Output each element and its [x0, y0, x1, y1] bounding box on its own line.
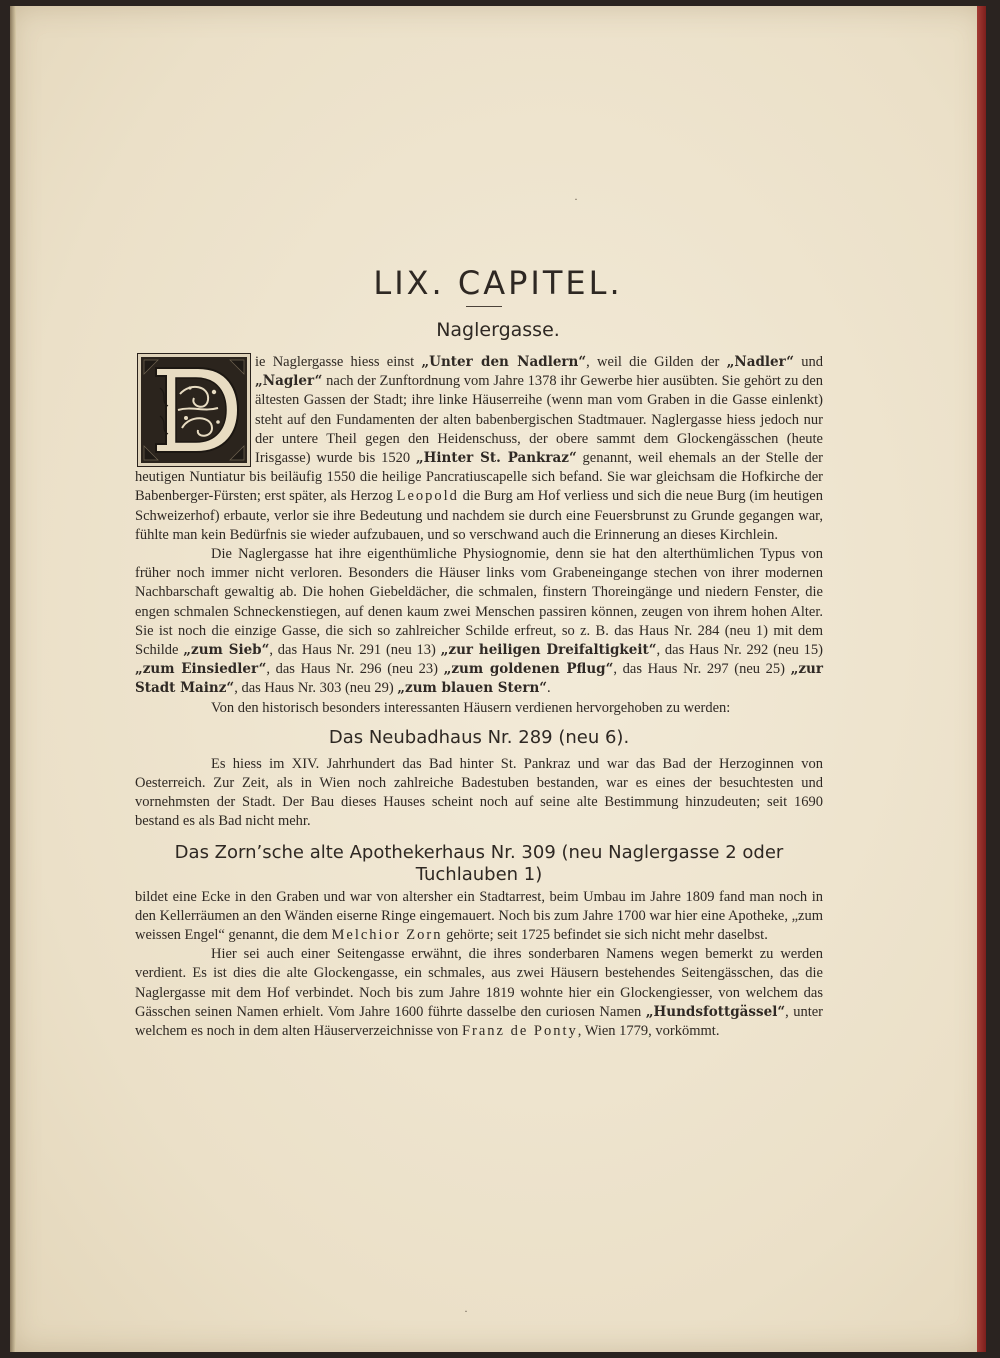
- red-page-edge: [977, 6, 986, 1352]
- title-divider: [466, 306, 502, 307]
- chapter-title: LIX. CAPITEL.: [373, 264, 623, 302]
- neubadhaus-paragraph: Es hiess im XIV. Jahrhundert das Bad hinter St. Pankraz und war das Bad der Herzoginnen von Oesterreich. Zur Zeit, als in Wien noch zahlreiche Badestuben bestanden, war es eines der besuchtesten und vornehmsten der Stadt. Der Bau dieses Hauses scheint noch auf seine alte Bestimmung hinzudeuten; seit 1690 bestand es als Bad nicht mehr.: [135, 755, 823, 830]
- specks: ·: [464, 1304, 468, 1318]
- page-gutter-shadow: [10, 6, 16, 1352]
- heading-line-1: Das Zorn’sche alte Apothekerhaus Nr. 309 (neu Naglergasse 2 oder: [174, 841, 784, 863]
- intro-paragraph-2: Die Naglergasse hat ihre eigenthümliche Physiognomie, denn sie hat den alterthümlichen Typus von früher noch immer nicht verloren. Besonders die Häuser links vom Grabeneingange stechen von ihrer modernen Nachbarschaft gewaltig ab. Die hohen Giebeldächer, die schmalen, finstern Thoreingänge und niedern Fenster, die engen schmalen Schneckenstiegen, auf denen kaum zwei Menschen passiren können, zeugen von ihrem hohen Alter. Sie ist noch die einzige Gasse, die sich so zahlreicher Schilde erfreut, so z. B. das Haus Nr. 284 (neu 1) mit dem Schilde „zum Sieb“, das Haus Nr. 291 (neu 13) „zur heiligen Dreifaltigkeit“, das Haus Nr. 292 (neu 15) „zum Einsiedler“, das Haus Nr. 296 (neu 23) „zum goldenen Pflug“, das Haus Nr. 297 (neu 25) „zur Stadt Mainz“, das Haus Nr. 303 (neu 29) „zum blauen Stern“.: [135, 546, 823, 697]
- drop-cap-initial: [137, 353, 251, 467]
- heading-line-2: Tuchlauben 1): [415, 863, 543, 885]
- ornamental-d-icon: [138, 354, 250, 466]
- specks: ·: [574, 192, 578, 206]
- body-text: [135, 353, 823, 1041]
- chapter-subtitle: Naglergasse.: [436, 319, 560, 341]
- intro-paragraph-1: ie Naglergasse hiess einst „Unter den Nadlern“, weil die Gilden der „Nadler“ und „Nagler“ nach der Zunftordnung vom Jahre 1378 ihr Gewerbe hier ausübten. Sie gehört zu den ältesten Gassen der Stadt; ihre linke Häuserreihe (wenn man vom Graben in die Gasse einlenkt) steht auf den Fundamenten der alten babenbergischen Stadtmauer. Naglergasse hiess jedoch nur der untere Theil gegen den Heidenschuss, der obere sammt dem Glockengässchen (heute Irisgasse) wurde bis 1520 „Hinter St. Pankraz“ genannt, weil ehemals an der Stelle der heutigen Nuntiatur bis beiläufig 1550 die heilige Pancratiuscapelle sich befand. Sie war gleichsam die Hofkirche der Babenberger-Fürsten; erst später, als Herzog Leopold die Burg am Hof verliess und sich die neue Burg (im heutigen Schweizerhof) erbaute, verlor sie ihre Bedeutung und nachdem sie durch eine Feuersbrunst zu Grunde gegangen war, fühlte man kein Bedürfnis sie wieder aufzubauen, und so verschwand auch die Erinnerung an dieses Kirchlein.: [135, 354, 823, 543]
- zorn-paragraph-2: Hier sei auch einer Seitengasse erwähnt, die ihres sonderbaren Namens wegen bemerkt zu werden verdient. Es ist dies die alte Glockengasse, ein schmales, aus zwei Häusern bestehendes Seitengässchen, das die Naglergasse mit dem Hof verbindet. Noch bis zum Jahre 1819 wohnte hier ein Glockengiesser, von welchem das Gässchen seinen Namen erhielt. Vom Jahre 1600 führte dasselbe den curiosen Namen „Hundsfottgässel“, unter welchem es noch in dem alten Häuserverzeichnisse von Franz de Ponty, Wien 1779, vorkömmt.: [135, 946, 823, 1040]
- intro-paragraph-3: Von den historisch besonders interessanten Häusern verdienen hervorgehoben zu werden:: [211, 699, 731, 716]
- zorn-paragraph-1: bildet eine Ecke in den Graben und war von altersher ein Stadtarrest, beim Umbau im Jahre 1809 fand man noch in den Kellerräumen an den Wänden eiserne Ringe eingemauert. Noch bis zum Jahre 1700 war hier eine Apotheke, „zum weissen Engel“ genannt, die dem Melchior Zorn gehörte; seit 1725 befindet sie sich nicht mehr daselbst.: [135, 888, 823, 944]
- section-heading-neubadhaus: Das Neubadhaus Nr. 289 (neu 6).: [328, 726, 630, 748]
- book-page: [10, 6, 986, 1352]
- section-heading-zorn-apothekerhaus: [135, 842, 823, 886]
